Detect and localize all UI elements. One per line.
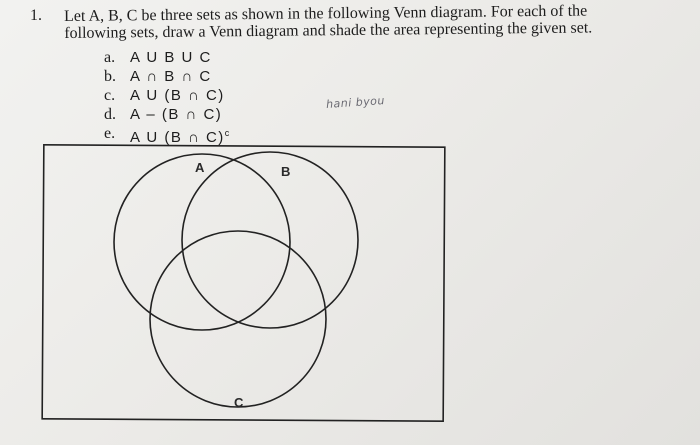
complement-superscript: c bbox=[224, 128, 230, 138]
set-b-circle bbox=[182, 152, 358, 328]
set-c-circle bbox=[150, 231, 326, 407]
item-letter: a. bbox=[104, 49, 116, 66]
item-expression: A ∩ B ∩ C bbox=[130, 68, 212, 85]
item-letter: e. bbox=[104, 125, 116, 142]
item-letter: b. bbox=[104, 68, 116, 85]
set-a-label: A bbox=[195, 160, 205, 175]
set-b-label: B bbox=[281, 164, 291, 179]
item-expression: A U (B ∩ C) bbox=[130, 87, 225, 104]
question-number: 1. bbox=[30, 7, 42, 24]
item-expression: A – (B ∩ C) bbox=[130, 106, 223, 123]
set-c-label: C bbox=[234, 395, 244, 410]
item-letter: d. bbox=[104, 106, 116, 123]
handwritten-note: hani byou bbox=[325, 93, 386, 112]
item-letter: c. bbox=[104, 87, 116, 104]
set-a-circle bbox=[114, 154, 290, 330]
question-line-1: Let A, B, C be three sets as shown in the following Venn diagram. For each of the bbox=[64, 2, 588, 25]
item-expression: A U B U C bbox=[130, 49, 212, 66]
question-line-2: following sets, draw a Venn diagram and shade the area representing the given set. bbox=[64, 19, 593, 42]
item-expression-base: A U (B ∩ C) bbox=[130, 129, 225, 146]
universal-set-rectangle bbox=[42, 145, 445, 421]
